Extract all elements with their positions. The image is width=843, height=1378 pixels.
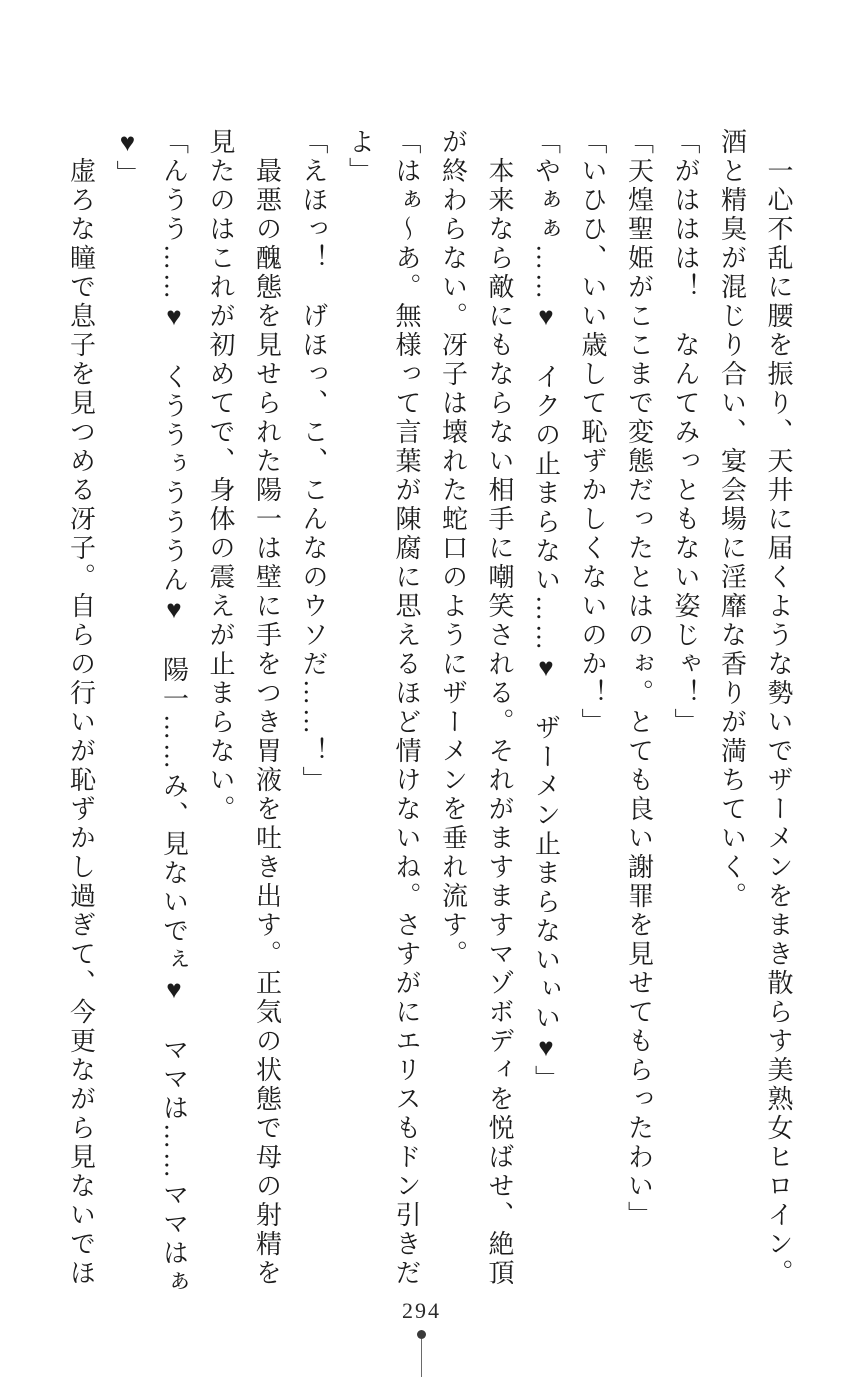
page-footer xyxy=(0,1298,843,1378)
text-column: 「やぁぁ……♥ イクの止まらない……♥ ザーメン止まらないぃい♥」 xyxy=(531,128,561,1094)
text-column: が終わらない。冴子は壊れた蛇口のようにザーメンを垂れ流す。 xyxy=(438,128,468,969)
pin-knob xyxy=(417,1330,426,1339)
text-column: 本来なら敵にもならない相手に嘲笑される。それがますますマゾボディを悦ばせ、絶頂 xyxy=(485,128,514,1288)
page-number: 294 xyxy=(402,1298,441,1323)
text-column: 「天煌聖姫がここまで変態だったとはのぉ。とても良い謝罪を見せてもらったわい」 xyxy=(624,128,654,1230)
text-column: 見たのはこれが初めてで、身体の震えが止まらない。 xyxy=(206,128,235,824)
text-column: 「んうう……♥ くううぅうううん♥ 陽一……み、見ないでぇ♥ ママは……ママはぁ xyxy=(159,128,189,1297)
text-column: 虚ろな瞳で息子を見つめる冴子。自らの行いが恥ずかし過ぎて、今更ながら見ないでほ xyxy=(66,128,96,1288)
text-column: ♥」 xyxy=(113,128,142,189)
text-column: 「えほっ！ げほっ、こ、こんなのウソだ……！」 xyxy=(299,128,328,795)
text-column: 最悪の醜態を見せられた陽一は壁に手をつき胃液を吐き出す。正気の状態で母の射精を xyxy=(252,128,282,1288)
page-pin-icon xyxy=(417,1330,427,1378)
text-column: 酒と精臭が混じり合い、宴会場に淫靡な香りが満ちていく。 xyxy=(717,128,747,911)
page-text xyxy=(57,128,801,1308)
text-column: 「はぁ～あ。無様って言葉が陳腐に思えるほど情けないね。さすがにエリスもドン引きだ xyxy=(392,128,421,1288)
text-column: 「がははは！ なんてみっともない姿じゃ！」 xyxy=(671,128,700,737)
text-column: 「いひひ、いい歳して恥ずかしくないのか！」 xyxy=(578,128,607,737)
text-column: よ」 xyxy=(345,128,375,186)
text-column: 一心不乱に腰を振り、天井に届くような勢いでザーメンをまき散らす美熟女ヒロイン。 xyxy=(764,128,793,1288)
pin-stem xyxy=(421,1339,423,1377)
